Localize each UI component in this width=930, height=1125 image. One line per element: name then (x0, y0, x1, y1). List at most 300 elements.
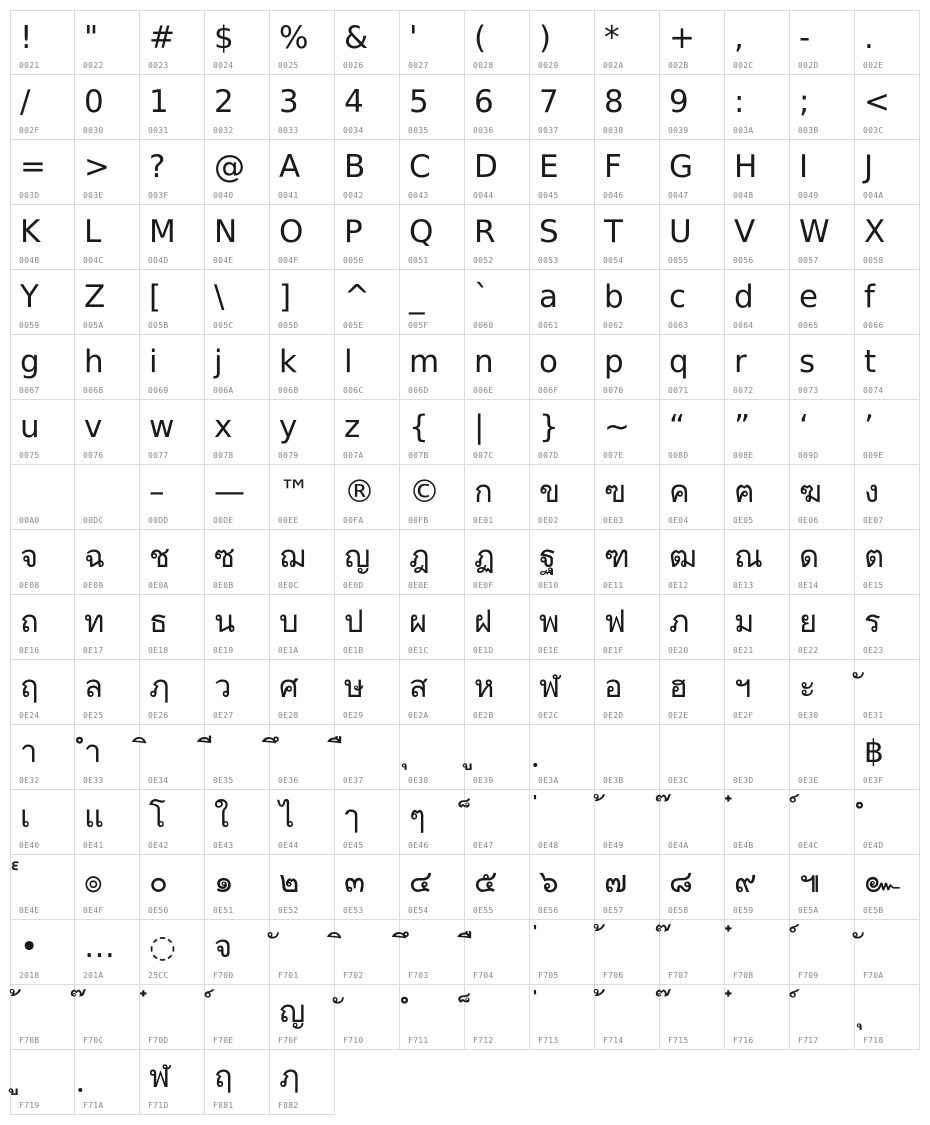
glyph-char: ฿ (864, 734, 884, 770)
glyph-char: ถ (20, 604, 39, 640)
glyph-code: 0E16 (19, 646, 40, 655)
glyph-cell (335, 790, 400, 855)
glyph-cell (140, 75, 205, 140)
glyph-cell (400, 270, 465, 335)
glyph-cell (790, 595, 855, 660)
glyph-cell (530, 725, 595, 790)
glyph-char: V (734, 214, 756, 250)
glyph-cell (465, 205, 530, 270)
glyph-grid (10, 10, 920, 1115)
glyph-char: t (864, 344, 877, 380)
glyph-cell (855, 790, 920, 855)
glyph-char: R (474, 214, 496, 250)
glyph-code: 0E20 (668, 646, 689, 655)
glyph-code: 0E1C (408, 646, 429, 655)
glyph-code: 007E (603, 451, 624, 460)
glyph-code: 0E06 (798, 516, 819, 525)
glyph-code: 008D (668, 451, 689, 460)
glyph-cell (530, 985, 595, 1050)
glyph-code: 0E54 (408, 906, 429, 915)
glyph-code: 0039 (668, 126, 689, 135)
glyph-cell (595, 660, 660, 725)
glyph-code: 0E2A (408, 711, 429, 720)
glyph-code: 002B (668, 61, 689, 70)
glyph-code: 0E01 (473, 516, 494, 525)
glyph-code: 0E19 (213, 646, 234, 655)
glyph-code: 0E1A (278, 646, 299, 655)
glyph-cell (725, 270, 790, 335)
glyph-code: 0078 (213, 451, 234, 460)
glyph-code: 0E22 (798, 646, 819, 655)
glyph-cell (595, 140, 660, 205)
glyph-cell (725, 140, 790, 205)
glyph-code: 0E23 (863, 646, 884, 655)
glyph-code: F718 (863, 1036, 884, 1045)
glyph-cell (855, 10, 920, 75)
glyph-cell (335, 10, 400, 75)
glyph-code: 0E41 (83, 841, 104, 850)
glyph-cell (530, 75, 595, 140)
glyph-code: 0E12 (668, 581, 689, 590)
glyph-cell (10, 335, 75, 400)
glyph-code: 0E35 (213, 776, 234, 785)
glyph-char: ^ (344, 279, 370, 315)
glyph-cell (660, 595, 725, 660)
glyph-char: 5 (409, 84, 429, 120)
glyph-char: ย (799, 604, 818, 640)
glyph-char: ] (279, 279, 292, 315)
glyph-cell (725, 790, 790, 855)
glyph-cell (465, 920, 530, 985)
glyph-cell (140, 1050, 205, 1115)
glyph-cell (270, 725, 335, 790)
glyph-code: 0046 (603, 191, 624, 200)
glyph-char: ฤ (214, 1059, 233, 1095)
glyph-char: ๙ (734, 864, 757, 900)
glyph-cell (140, 920, 205, 985)
glyph-code: 007C (473, 451, 494, 460)
glyph-code: 004F (278, 256, 299, 265)
glyph-code: 0E4A (668, 841, 689, 850)
glyph-code: 0E03 (603, 516, 624, 525)
glyph-cell (75, 140, 140, 205)
glyph-char: ‘ (799, 409, 809, 445)
glyph-char: ® (344, 474, 375, 510)
glyph-code: 0062 (603, 321, 624, 330)
glyph-char: ศ (279, 669, 299, 705)
glyph-code: 0E49 (603, 841, 624, 850)
glyph-cell (10, 400, 75, 465)
glyph-cell (660, 465, 725, 530)
glyph-char: ฃ (604, 474, 626, 510)
glyph-code: 007B (408, 451, 429, 460)
glyph-cell (530, 335, 595, 400)
glyph-code: 007D (538, 451, 559, 460)
glyph-code: 0E38 (408, 776, 429, 785)
glyph-char: K (20, 214, 41, 250)
glyph-code: 002D (798, 61, 819, 70)
glyph-code: 0063 (668, 321, 689, 330)
glyph-cell (595, 530, 660, 595)
glyph-code: F70A (863, 971, 884, 980)
glyph-char: ไ (279, 799, 295, 835)
glyph-cell (140, 595, 205, 660)
glyph-cell (855, 75, 920, 140)
glyph-cell (465, 75, 530, 140)
glyph-char: ๑ (214, 864, 234, 900)
glyph-cell (75, 790, 140, 855)
glyph-code: 00FA (343, 516, 364, 525)
glyph-char: ผ (409, 604, 428, 640)
glyph-char: Y (20, 279, 39, 315)
glyph-char: c (669, 279, 687, 315)
glyph-cell (10, 985, 75, 1050)
glyph-cell (855, 530, 920, 595)
glyph-char: ๔ (409, 864, 433, 900)
glyph-cell (595, 10, 660, 75)
glyph-code: 0038 (603, 126, 624, 135)
glyph-char: น (214, 604, 236, 640)
glyph-char: ด (799, 539, 820, 575)
glyph-cell (205, 790, 270, 855)
glyph-cell (270, 920, 335, 985)
glyph-code: 0E0B (213, 581, 234, 590)
glyph-code: 006E (473, 386, 494, 395)
glyph-char: ๐ (149, 864, 168, 900)
glyph-char: D (474, 149, 498, 185)
glyph-char: I (799, 149, 809, 185)
glyph-code: 005A (83, 321, 104, 330)
glyph-code: F702 (343, 971, 364, 980)
glyph-char: ๓ (344, 864, 366, 900)
glyph-cell (790, 855, 855, 920)
glyph-code: F70F (278, 1036, 299, 1045)
glyph-cell (400, 10, 465, 75)
glyph-char: b (604, 279, 624, 315)
glyph-char: : (734, 84, 745, 120)
glyph-cell (660, 660, 725, 725)
glyph-code: 004D (148, 256, 169, 265)
glyph-cell (725, 920, 790, 985)
glyph-char: A (279, 149, 301, 185)
glyph-cell (10, 465, 75, 530)
glyph-char: l (344, 344, 353, 380)
glyph-code: 009E (863, 451, 884, 460)
glyph-char: H (734, 149, 758, 185)
glyph-char: L (84, 214, 102, 250)
glyph-cell (465, 660, 530, 725)
glyph-char: 2 (214, 84, 234, 120)
glyph-cell (400, 855, 465, 920)
glyph-code: 0033 (278, 126, 299, 135)
glyph-char: v (84, 409, 103, 445)
glyph-char: k (279, 344, 297, 380)
glyph-code: 0061 (538, 321, 559, 330)
glyph-char: z (344, 409, 361, 445)
glyph-code: 004B (19, 256, 40, 265)
glyph-char: U (669, 214, 692, 250)
glyph-cell (790, 10, 855, 75)
glyph-cell (660, 10, 725, 75)
glyph-code: F705 (538, 971, 559, 980)
glyph-code: 0E3C (668, 776, 689, 785)
glyph-cell (660, 205, 725, 270)
glyph-char: ธ (149, 604, 168, 640)
glyph-char: a (539, 279, 558, 315)
glyph-cell (75, 530, 140, 595)
glyph-code: 0E02 (538, 516, 559, 525)
glyph-char: ช (149, 539, 171, 575)
glyph-cell (725, 660, 790, 725)
glyph-char: Z (84, 279, 106, 315)
glyph-cell (725, 75, 790, 140)
glyph-cell (400, 920, 465, 985)
glyph-cell (75, 270, 140, 335)
glyph-cell (10, 790, 75, 855)
glyph-char: ส (409, 669, 428, 705)
glyph-code: 0072 (733, 386, 754, 395)
glyph-cell (400, 790, 465, 855)
glyph-char: © (409, 474, 440, 510)
glyph-code: 0E37 (343, 776, 364, 785)
glyph-code: 0035 (408, 126, 429, 135)
glyph-cell (790, 465, 855, 530)
glyph-code: 0E3D (733, 776, 754, 785)
glyph-cell (140, 725, 205, 790)
glyph-char: ๖ (539, 864, 559, 900)
glyph-code: 0E5A (798, 906, 819, 915)
glyph-cell (725, 595, 790, 660)
glyph-code: 00FB (408, 516, 429, 525)
glyph-cell (465, 335, 530, 400)
glyph-cell (205, 465, 270, 530)
glyph-char: โ (149, 799, 166, 835)
glyph-char: 1 (149, 84, 169, 120)
glyph-char: \ (214, 279, 225, 315)
glyph-code: 00DE (213, 516, 234, 525)
glyph-char: # (149, 20, 175, 56)
glyph-cell (660, 530, 725, 595)
glyph-code: 0E40 (19, 841, 40, 850)
glyph-code: 004A (863, 191, 884, 200)
glyph-code: 005E (343, 321, 364, 330)
glyph-cell (660, 140, 725, 205)
glyph-char: p (604, 344, 624, 380)
glyph-cell (75, 855, 140, 920)
glyph-cell (205, 985, 270, 1050)
glyph-code: 0E2C (538, 711, 559, 720)
glyph-cell (725, 10, 790, 75)
glyph-code: 007A (343, 451, 364, 460)
glyph-char: 3 (279, 84, 299, 120)
glyph-cell (335, 140, 400, 205)
glyph-code: 006D (408, 386, 429, 395)
glyph-code: 0071 (668, 386, 689, 395)
glyph-code: 003B (798, 126, 819, 135)
glyph-char: า (20, 734, 38, 770)
glyph-char: ฎ (409, 539, 430, 575)
glyph-cell (790, 985, 855, 1050)
glyph-code: 0075 (19, 451, 40, 460)
glyph-cell (595, 205, 660, 270)
glyph-char: ™ (279, 474, 310, 510)
glyph-cell (400, 75, 465, 140)
glyph-code: 0E27 (213, 711, 234, 720)
glyph-cell (595, 790, 660, 855)
glyph-cell (530, 855, 595, 920)
glyph-code: 0E31 (863, 711, 884, 720)
glyph-char: T (604, 214, 623, 250)
glyph-cell (335, 270, 400, 335)
glyph-cell (205, 205, 270, 270)
glyph-char: * (604, 20, 620, 56)
glyph-code: 0E39 (473, 776, 494, 785)
glyph-code: 008E (733, 451, 754, 460)
glyph-cell (855, 465, 920, 530)
glyph-cell (10, 920, 75, 985)
glyph-code: 0057 (798, 256, 819, 265)
glyph-char: ะ (799, 669, 816, 705)
glyph-char: ญ (279, 994, 306, 1030)
glyph-char: ฑ (604, 539, 630, 575)
glyph-char: 7 (539, 84, 559, 120)
glyph-char: เ (20, 799, 31, 835)
glyph-char: ฬ (539, 669, 561, 705)
glyph-char: ฟ (604, 604, 626, 640)
glyph-code: 0E1E (538, 646, 559, 655)
glyph-code: 0041 (278, 191, 299, 200)
glyph-cell (400, 660, 465, 725)
glyph-cell (530, 10, 595, 75)
glyph-code: 0056 (733, 256, 754, 265)
glyph-code: 0E0D (343, 581, 364, 590)
glyph-char: ภ (669, 604, 690, 640)
glyph-cell (205, 1050, 270, 1115)
glyph-cell (140, 465, 205, 530)
glyph-char: ~ (604, 409, 630, 445)
glyph-char: o (539, 344, 558, 380)
glyph-cell (140, 270, 205, 335)
glyph-code: 0E4B (733, 841, 754, 850)
glyph-cell (595, 595, 660, 660)
glyph-code: F70E (213, 1036, 234, 1045)
glyph-cell (205, 595, 270, 660)
glyph-code: 0E4E (19, 906, 40, 915)
glyph-cell (140, 400, 205, 465)
glyph-char: / (20, 84, 31, 120)
glyph-code: 0E33 (83, 776, 104, 785)
glyph-char: ต (864, 539, 885, 575)
glyph-cell (855, 205, 920, 270)
glyph-code: 0E1B (343, 646, 364, 655)
glyph-code: 0E2E (668, 711, 689, 720)
glyph-cell (270, 335, 335, 400)
glyph-cell (205, 270, 270, 335)
glyph-code: 0E52 (278, 906, 299, 915)
glyph-cell (75, 725, 140, 790)
glyph-char: ฆ (799, 474, 823, 510)
glyph-code: 003C (863, 126, 884, 135)
glyph-cell (725, 205, 790, 270)
glyph-cell (530, 790, 595, 855)
glyph-cell (855, 725, 920, 790)
glyph-code: F714 (603, 1036, 624, 1045)
glyph-code: 0E56 (538, 906, 559, 915)
glyph-code: 0E50 (148, 906, 169, 915)
glyph-code: 0E34 (148, 776, 169, 785)
glyph-cell (270, 205, 335, 270)
glyph-cell (400, 400, 465, 465)
glyph-char: $ (214, 20, 234, 56)
glyph-code: 0024 (213, 61, 234, 70)
glyph-char: ฒ (669, 539, 698, 575)
glyph-cell (270, 10, 335, 75)
glyph-cell (530, 595, 595, 660)
glyph-cell (855, 595, 920, 660)
glyph-cell (10, 595, 75, 660)
glyph-cell (140, 985, 205, 1050)
glyph-char: – (149, 474, 165, 510)
glyph-cell (270, 465, 335, 530)
glyph-cell (790, 140, 855, 205)
glyph-char: , (734, 20, 744, 56)
glyph-code: 0E09 (83, 581, 104, 590)
glyph-cell (400, 725, 465, 790)
glyph-cell (595, 335, 660, 400)
glyph-char: ฯ (734, 669, 752, 705)
glyph-code: 0E1F (603, 646, 624, 655)
glyph-code: 006F (538, 386, 559, 395)
glyph-cell (595, 465, 660, 530)
glyph-cell (465, 595, 530, 660)
glyph-char: M (149, 214, 176, 250)
glyph-cell (725, 400, 790, 465)
glyph-code: F70D (148, 1036, 169, 1045)
glyph-cell (75, 75, 140, 140)
glyph-code: 006B (278, 386, 299, 395)
glyph-cell (140, 140, 205, 205)
glyph-char: r (734, 344, 747, 380)
glyph-char: … (84, 929, 115, 965)
glyph-cell (270, 1050, 335, 1115)
glyph-cell (400, 140, 465, 205)
glyph-code: 0E26 (148, 711, 169, 720)
glyph-code: 2018 (19, 971, 40, 980)
glyph-char: ! (20, 20, 33, 56)
glyph-char: 6 (474, 84, 494, 120)
glyph-code: 0022 (83, 61, 104, 70)
glyph-code: 002E (863, 61, 884, 70)
glyph-code: 0E18 (148, 646, 169, 655)
glyph-char: 8 (604, 84, 624, 120)
glyph-char: ๚ (799, 864, 821, 900)
glyph-code: F882 (278, 1101, 299, 1110)
glyph-code: 002C (733, 61, 754, 70)
glyph-code: 0E13 (733, 581, 754, 590)
glyph-cell (270, 75, 335, 140)
glyph-cell (270, 140, 335, 205)
glyph-cell (270, 270, 335, 335)
glyph-code: 0036 (473, 126, 494, 135)
glyph-cell (335, 400, 400, 465)
glyph-code: 0E45 (343, 841, 364, 850)
glyph-cell (790, 270, 855, 335)
glyph-char: ฏ (474, 539, 495, 575)
glyph-cell (595, 985, 660, 1050)
glyph-code: F707 (668, 971, 689, 980)
glyph-code: 0034 (343, 126, 364, 135)
glyph-code: 005F (408, 321, 429, 330)
